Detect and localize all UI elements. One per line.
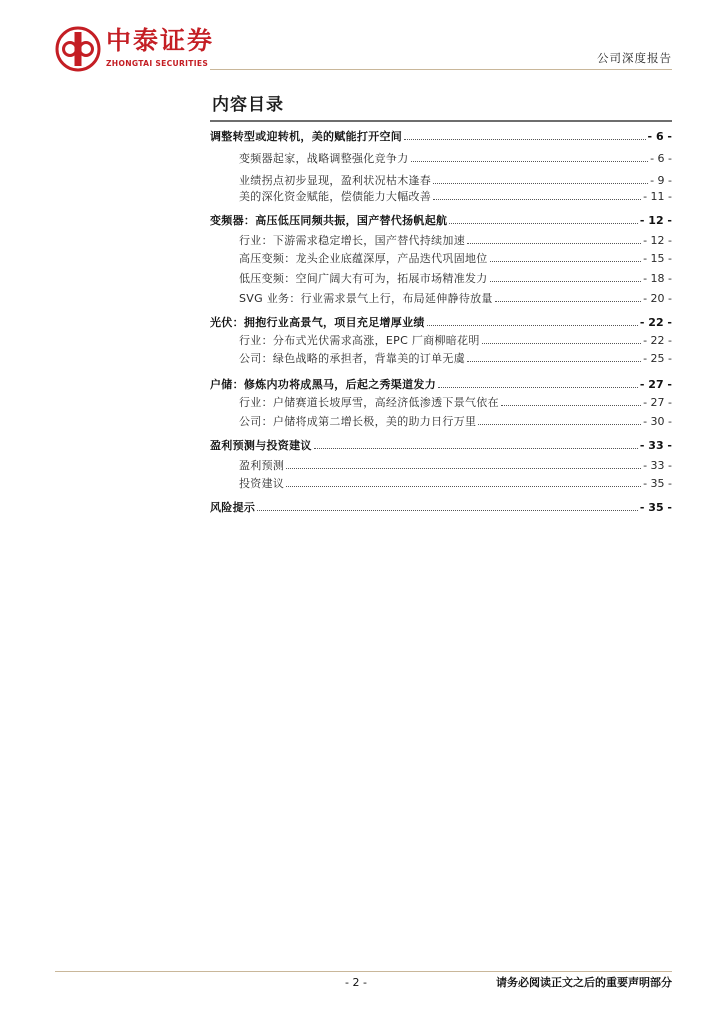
toc-leader [495,290,641,302]
toc-leader [490,250,641,262]
toc-entry-page: - 9 - [650,174,672,187]
toc-entry-page: - 20 - [643,292,672,305]
page-header [0,0,724,80]
toc-section-4[interactable] [210,376,672,392]
brand-name-cn: 中泰证券 [106,26,215,55]
toc-subsection-2-1[interactable] [210,232,672,248]
toc-entry-text: 业绩拐点初步显现，盈利状况枯木逢春 [239,174,432,187]
toc-subsection-5-2[interactable] [210,475,672,491]
toc-entry-text: 行业：下游需求稳定增长，国产替代持续加速 [239,234,465,247]
toc-subsection-1-2[interactable] [210,172,672,188]
toc-entry-page: - 35 - [643,477,672,490]
toc-entry-text: 变频器：高压低压同频共振，国产替代扬帆起航 [210,214,448,227]
toc-entry-page: - 22 - [643,334,672,347]
toc-leader [404,128,645,140]
toc-subsection-3-2[interactable] [210,350,672,366]
toc-leader [411,150,649,162]
toc-entry-page: - 6 - [650,152,672,165]
toc-subsection-1-3[interactable] [210,188,672,204]
toc-section-1[interactable] [210,128,672,144]
toc-entry-text: 户储：修炼内功将成黑马，后起之秀渠道发力 [210,378,436,391]
toc-subsection-1-1[interactable] [210,150,672,166]
toc-leader [467,350,641,362]
toc-entry-page: - 30 - [643,415,672,428]
zhongtai-logo-icon [55,26,101,72]
toc-subsection-2-3[interactable] [210,270,672,286]
toc-leader [501,394,641,406]
toc-leader [286,457,641,469]
toc-entry-page: - 35 - [639,501,672,514]
toc-leader [478,413,641,425]
toc-entry-text: 风险提示 [210,501,256,514]
report-type: 公司深度报告 [597,51,672,65]
toc-entry-page: - 25 - [643,352,672,365]
toc-leader [438,376,638,388]
toc-leader [314,437,638,449]
toc-leader [257,499,638,511]
toc-entry-page: - 6 - [647,130,672,143]
toc-entry-page: - 15 - [643,252,672,265]
toc-section-5[interactable] [210,437,672,453]
footer-divider [55,971,672,972]
toc-leader [482,332,641,344]
page-number: - 2 - [345,976,367,989]
toc-entry-page: - 33 - [639,439,672,452]
toc-entry-text: 光伏：拥抱行业高景气，项目充足增厚业绩 [210,316,425,329]
toc-entry-page: - 12 - [639,214,672,227]
toc-entry-text: SVG 业务：行业需求景气上行，布局延伸静待放量 [239,292,493,305]
toc-section-2[interactable] [210,212,672,228]
toc-entry-page: - 27 - [639,378,672,391]
toc-subsection-5-1[interactable] [210,457,672,473]
toc-entry-page: - 12 - [643,234,672,247]
toc-entry-page: - 33 - [643,459,672,472]
toc-entry-text: 公司：绿色战略的承担者，背靠美的订单无虞 [239,352,465,365]
toc-subsection-4-2[interactable] [210,413,672,429]
toc-entry-text: 高压变频：龙头企业底蕴深厚，产品迭代巩固地位 [239,252,488,265]
toc-entry-page: - 22 - [639,316,672,329]
toc-leader [467,232,641,244]
toc-title: 内容目录 [212,95,284,115]
toc-subsection-2-2[interactable] [210,250,672,266]
toc-section-3[interactable] [210,314,672,330]
toc-title-divider [210,120,672,122]
toc-subsection-4-1[interactable] [210,394,672,410]
toc-entry-text: 盈利预测 [239,459,285,472]
header-divider [210,69,672,70]
toc-entry-text: 美的深化资金赋能，偿债能力大幅改善 [239,190,432,203]
toc-entry-page: - 11 - [643,190,672,203]
toc-leader [433,188,641,200]
toc-leader [433,172,648,184]
toc-leader [449,212,638,224]
toc-entry-text: 行业：户储赛道长坡厚雪，高经济低渗透下景气依在 [239,396,499,409]
toc-entry-text: 低压变频：空间广阔大有可为，拓展市场精准发力 [239,272,488,285]
toc-entry-text: 行业：分布式光伏需求高涨，EPC 厂商柳暗花明 [239,334,480,347]
toc-leader [490,270,641,282]
toc-subsection-3-1[interactable] [210,332,672,348]
footer-disclaimer: 请务必阅读正文之后的重要声明部分 [496,976,672,989]
toc-section-6[interactable] [210,499,672,515]
toc-leader [427,314,638,326]
brand-name-en: ZHONGTAI SECURITIES [106,59,209,68]
toc-entry-page: - 18 - [643,272,672,285]
toc-entry-text: 公司：户储将成第二增长极，美的助力日行万里 [239,415,477,428]
toc-entry-text: 投资建议 [239,477,285,490]
toc-entry-text: 变频器起家，战略调整强化竞争力 [239,152,409,165]
toc-entry-text: 盈利预测与投资建议 [210,439,312,452]
toc-leader [286,475,641,487]
toc-entry-page: - 27 - [643,396,672,409]
toc-entry-text: 调整转型或迎转机，美的赋能打开空间 [210,130,403,143]
toc-subsection-2-4[interactable] [210,290,672,306]
